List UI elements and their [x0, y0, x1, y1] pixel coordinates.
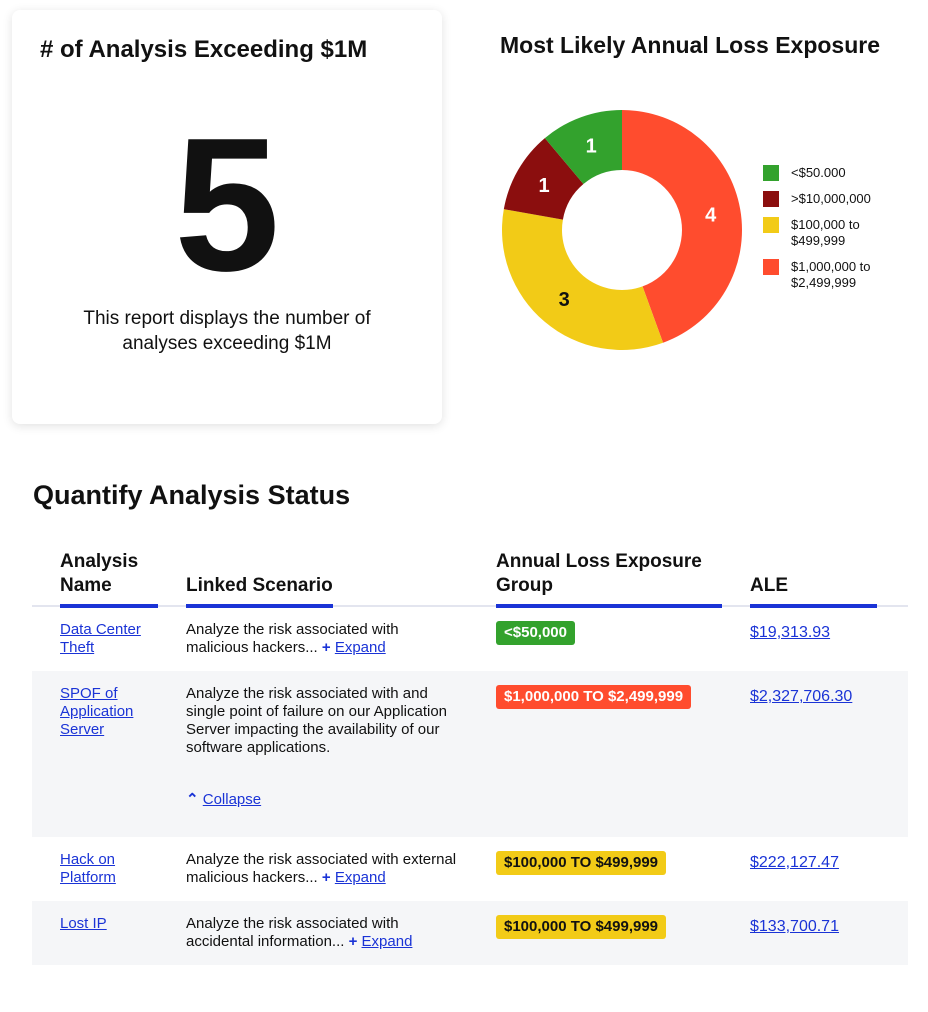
- analysis-name-link[interactable]: SPOF of Application Server: [60, 685, 134, 738]
- expand-link[interactable]: Expand: [361, 933, 413, 950]
- analysis-name-link[interactable]: Lost IP: [60, 915, 107, 932]
- slice-label: 1: [585, 135, 597, 158]
- legend-item: [763, 165, 891, 181]
- legend-item: [763, 217, 891, 249]
- legend-swatch: [763, 217, 779, 233]
- analysis-table: [32, 540, 908, 965]
- chart-legend: [763, 165, 891, 301]
- slice-label: 1: [538, 175, 550, 197]
- header-ale: ALE: [750, 574, 877, 608]
- header-linked-scenario: Linked Scenario: [186, 574, 333, 608]
- plus-icon: +: [348, 933, 358, 950]
- ale-link[interactable]: $133,700.71: [750, 918, 839, 935]
- legend-swatch: [763, 191, 779, 207]
- table-row: [32, 901, 908, 965]
- slice-label: 3: [558, 288, 570, 311]
- legend-swatch: [763, 259, 779, 275]
- analysis-name-link[interactable]: Hack on Platform: [60, 851, 116, 886]
- chevron-up-icon: ⌃: [186, 791, 199, 808]
- card-value: 5: [174, 99, 280, 311]
- legend-label: >$10,000,000: [791, 191, 871, 206]
- ale-group-badge: $100,000 TO $499,999: [496, 851, 666, 875]
- donut-chart: [490, 100, 754, 364]
- card-description: This report displays the number of analyses exceeding $1M: [83, 308, 371, 354]
- donut-slice[interactable]: [502, 209, 663, 350]
- legend-item: [763, 259, 891, 291]
- scenario-text: Analyze the risk associated with and single point of failure on our Application Server impacting the availability of our software applications.: [186, 685, 448, 756]
- plus-icon: +: [321, 639, 331, 656]
- section-title: Quantify Analysis Status: [33, 480, 351, 510]
- table-row: [32, 606, 908, 671]
- chart-title: Most Likely Annual Loss Exposure: [500, 32, 881, 58]
- analysis-name-link[interactable]: Data Center Theft: [60, 621, 141, 656]
- scenario-text: Analyze the risk associated with external malicious hackers...: [186, 851, 457, 886]
- analysis-count-card: [12, 10, 442, 424]
- legend-label: $1,000,000 to $2,499,999: [791, 259, 871, 290]
- ale-link[interactable]: $222,127.47: [750, 854, 839, 871]
- slice-label: 4: [705, 204, 717, 227]
- table-row: [32, 837, 908, 901]
- table-row: [32, 671, 908, 837]
- scenario-text: Analyze the risk associated with malicious hackers...: [186, 621, 399, 656]
- card-title: # of Analysis Exceeding $1M: [40, 36, 368, 63]
- header-analysis-name: Analysis Name: [60, 550, 158, 608]
- legend-label: $100,000 to $499,999: [791, 217, 860, 248]
- collapse-link[interactable]: Collapse: [202, 791, 262, 808]
- legend-swatch: [763, 165, 779, 181]
- ale-link[interactable]: $2,327,706.30: [750, 688, 853, 705]
- header-ale-group: Annual Loss Exposure Group: [496, 550, 722, 608]
- legend-label: <$50.000: [791, 165, 846, 180]
- ale-group-badge: <$50,000: [496, 621, 575, 645]
- ale-group-badge: $100,000 TO $499,999: [496, 915, 666, 939]
- expand-link[interactable]: Expand: [334, 869, 386, 886]
- legend-item: [763, 191, 891, 207]
- expand-link[interactable]: Expand: [334, 639, 386, 656]
- ale-link[interactable]: $19,313.93: [750, 624, 831, 641]
- ale-group-badge: $1,000,000 TO $2,499,999: [496, 685, 691, 709]
- plus-icon: +: [321, 869, 331, 886]
- scenario-text: Analyze the risk associated with accidental information...: [186, 915, 399, 950]
